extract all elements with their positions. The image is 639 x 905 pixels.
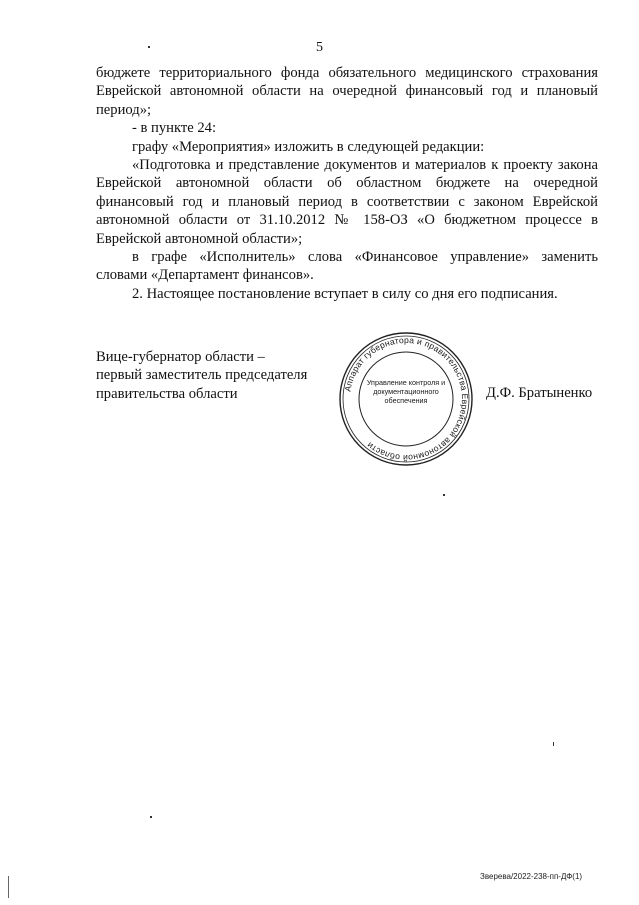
document-code: Зверева/2022-238-пп-ДФ(1) — [480, 872, 583, 881]
page-number: 5 — [316, 40, 323, 55]
document-body — [96, 64, 598, 303]
paragraph-new-wording: «Подготовка и представление документов и материалов к проекту закона Еврейской автономной области об областном бюджете на очередной финансовый год и плановый период в соответствии с законом Еврейской автономной области от 31.10.2012 № 158-ОЗ «О бюджетном процессе в Еврейской автономной области»; — [96, 157, 598, 247]
paragraph-continuation: бюджете территориального фонда обязательного медицинского страхования Еврейской автономной области на очередной финансовый год и плановый период»; — [96, 65, 598, 118]
scan-speck — [553, 742, 554, 746]
scan-speck — [150, 816, 152, 818]
signer-title-line: первый заместитель председателя — [96, 367, 308, 384]
scan-speck — [443, 494, 445, 496]
seal-ring-text: Аппарат губернатора и правительства Еврейской автономной области — [342, 334, 471, 464]
signer-title — [96, 348, 346, 403]
seal-inner-line: документационного — [373, 387, 439, 396]
seal-inner-line: обеспечения — [384, 396, 428, 405]
paragraph-effective-date: 2. Настоящее постановление вступает в силу со дня его подписания. — [132, 285, 558, 302]
official-seal — [337, 330, 475, 468]
signer-title-line: Вице-губернатор области – — [96, 349, 265, 365]
paragraph-executor-column: в графе «Исполнитель» слова «Финансовое управление» заменить словами «Департамент финансов». — [96, 249, 598, 284]
paragraph-events-column: графу «Мероприятия» изложить в следующей редакции: — [132, 138, 485, 155]
seal-inner-line: Управление контроля и — [366, 378, 446, 387]
signer-name: Д.Ф. Братыненко — [486, 385, 593, 401]
paragraph-item-24: - в пункте 24: — [132, 120, 217, 137]
signer-title-line: правительства области — [96, 385, 238, 402]
scan-edge-mark — [8, 876, 9, 898]
seal-inner-text — [366, 378, 446, 405]
scan-speck — [148, 46, 150, 48]
